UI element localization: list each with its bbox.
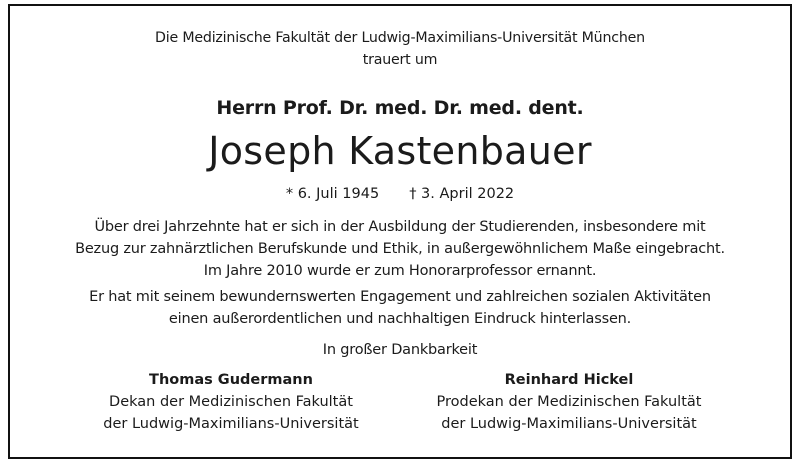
body-text-line: Bezug zur zahnärztlichen Berufskunde und Ethik, in außergewöhnlichem Maße eingebracht.	[75, 241, 725, 257]
birth-date: * 6. Juli 1945	[285, 186, 380, 202]
signatory-name: Reinhard Hickel	[504, 372, 634, 388]
body-text-line: einen außerordentlichen und nachhaltigen Eindruck hinterlassen.	[168, 311, 632, 327]
body-text-line: Er hat mit seinem bewundernswerten Engagement und zahlreichen sozialen Aktivitäten	[89, 289, 711, 305]
signatory-role: Dekan der Medizinischen Fakultät	[109, 394, 353, 410]
death-date: † 3. April 2022	[409, 186, 515, 202]
header-line-faculty: Die Medizinische Fakultät der Ludwig-Maximilians-Universität München	[155, 30, 645, 46]
signatory-vice-dean	[419, 371, 719, 437]
body-text-line: Im Jahre 2010 wurde er zum Honorarprofessor ernannt.	[203, 263, 597, 279]
signatory-dean	[81, 371, 381, 437]
deceased-title: Herrn Prof. Dr. med. Dr. med. dent.	[216, 97, 584, 119]
signatory-role: Prodekan der Medizinischen Fakultät	[436, 394, 702, 410]
body-text-line: Über drei Jahrzehnte hat er sich in der Ausbildung der Studierenden, insbesondere mit	[94, 219, 706, 235]
signatory-institution: der Ludwig-Maximilians-Universität	[441, 416, 697, 432]
header-line-mourns: trauert um	[362, 52, 438, 68]
closing-text: In großer Dankbarkeit	[322, 342, 478, 358]
signatory-name: Thomas Gudermann	[149, 372, 313, 388]
signatory-institution: der Ludwig-Maximilians-Universität	[103, 416, 359, 432]
life-dates	[0, 186, 800, 202]
deceased-name: Joseph Kastenbauer	[208, 129, 592, 173]
